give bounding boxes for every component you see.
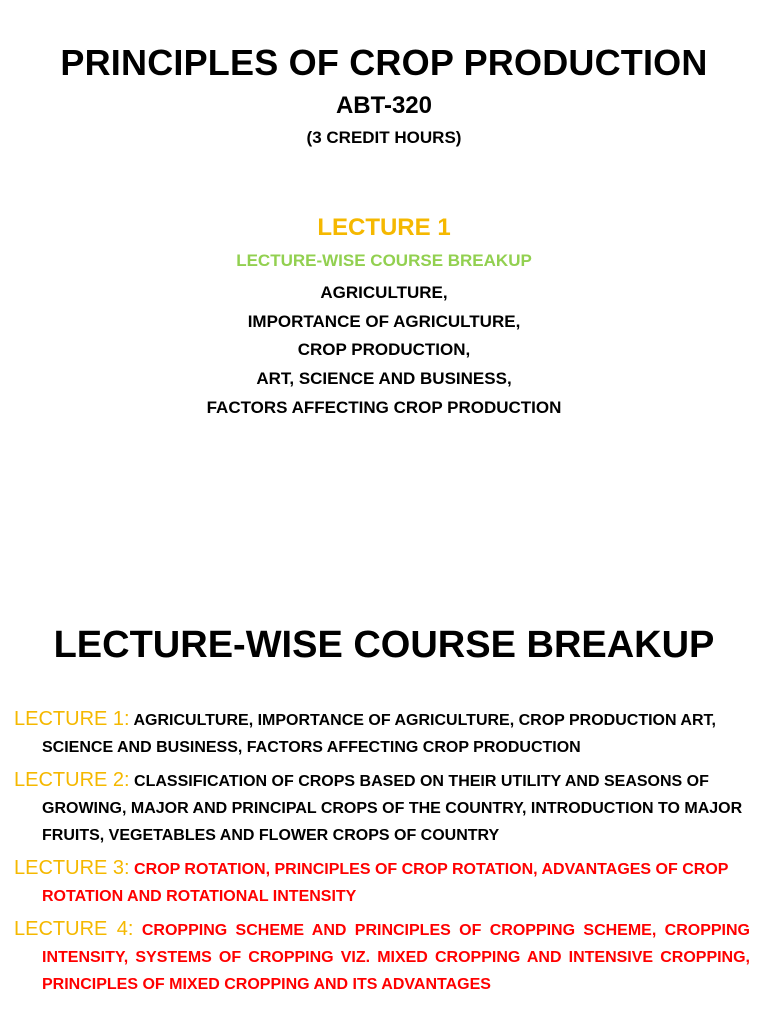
topic-item: AGRICULTURE, bbox=[320, 283, 448, 302]
lecture-topics: AGRICULTURE, IMPORTANCE OF AGRICULTURE, CROP PRODUCTION ART, SCIENCE AND BUSINESS, FACTORS AFFECTING CROP PRODUCTION bbox=[42, 712, 716, 756]
topic-item: CROP PRODUCTION, bbox=[297, 340, 471, 360]
topic-item: ART, SCIENCE AND BUSINESS, bbox=[256, 369, 512, 389]
lecture-heading: LECTURE 1 bbox=[317, 214, 451, 241]
lecture-entry-3 bbox=[14, 855, 750, 910]
topic-list bbox=[0, 279, 768, 422]
slide-course-breakup bbox=[0, 520, 768, 1024]
topic-item: FACTORS AFFECTING CROP PRODUCTION bbox=[206, 397, 562, 417]
lecture-subheading: LECTURE-WISE COURSE BREAKUP bbox=[236, 251, 532, 270]
course-code: ABT-320 bbox=[335, 92, 433, 119]
topic-item: IMPORTANCE OF AGRICULTURE, bbox=[247, 311, 521, 331]
lecture-list bbox=[14, 706, 750, 1004]
credit-hours: (3 CREDIT HOURS) bbox=[306, 128, 462, 147]
lecture-entry-4 bbox=[14, 916, 750, 998]
lecture-label: LECTURE 4: bbox=[14, 918, 134, 940]
lecture-topics: CROP ROTATION, PRINCIPLES OF CROP ROTATION, ADVANTAGES OF CROP ROTATION AND ROTATIONAL INTENSITY bbox=[42, 861, 729, 905]
lecture-label: LECTURE 3: bbox=[14, 857, 130, 879]
lecture-topics: CROPPING SCHEME AND PRINCIPLES OF CROPPING SCHEME, CROPPING INTENSITY, SYSTEMS OF CROPPING VIZ. MIXED CROPPING AND INTENSIVE CROPPING, PRINCIPLES OF MIXED CROPPING AND ITS ADVANTAGES bbox=[42, 922, 750, 993]
lecture-label: LECTURE 2: bbox=[14, 769, 130, 791]
lecture-topics: CLASSIFICATION OF CROPS BASED ON THEIR UTILITY AND SEASONS OF GROWING, MAJOR AND PRINCIPAL CROPS OF THE COUNTRY, INTRODUCTION TO MAJOR FRUITS, VEGETABLES AND FLOWER CROPS OF COUNTRY bbox=[42, 773, 743, 844]
course-title: PRINCIPLES OF CROP PRODUCTION bbox=[60, 42, 708, 83]
lecture-entry-2 bbox=[14, 767, 750, 849]
breakup-title: LECTURE-WISE COURSE BREAKUP bbox=[53, 624, 715, 666]
lecture-label: LECTURE 1: bbox=[14, 708, 130, 730]
lecture-entry-1 bbox=[14, 706, 750, 761]
